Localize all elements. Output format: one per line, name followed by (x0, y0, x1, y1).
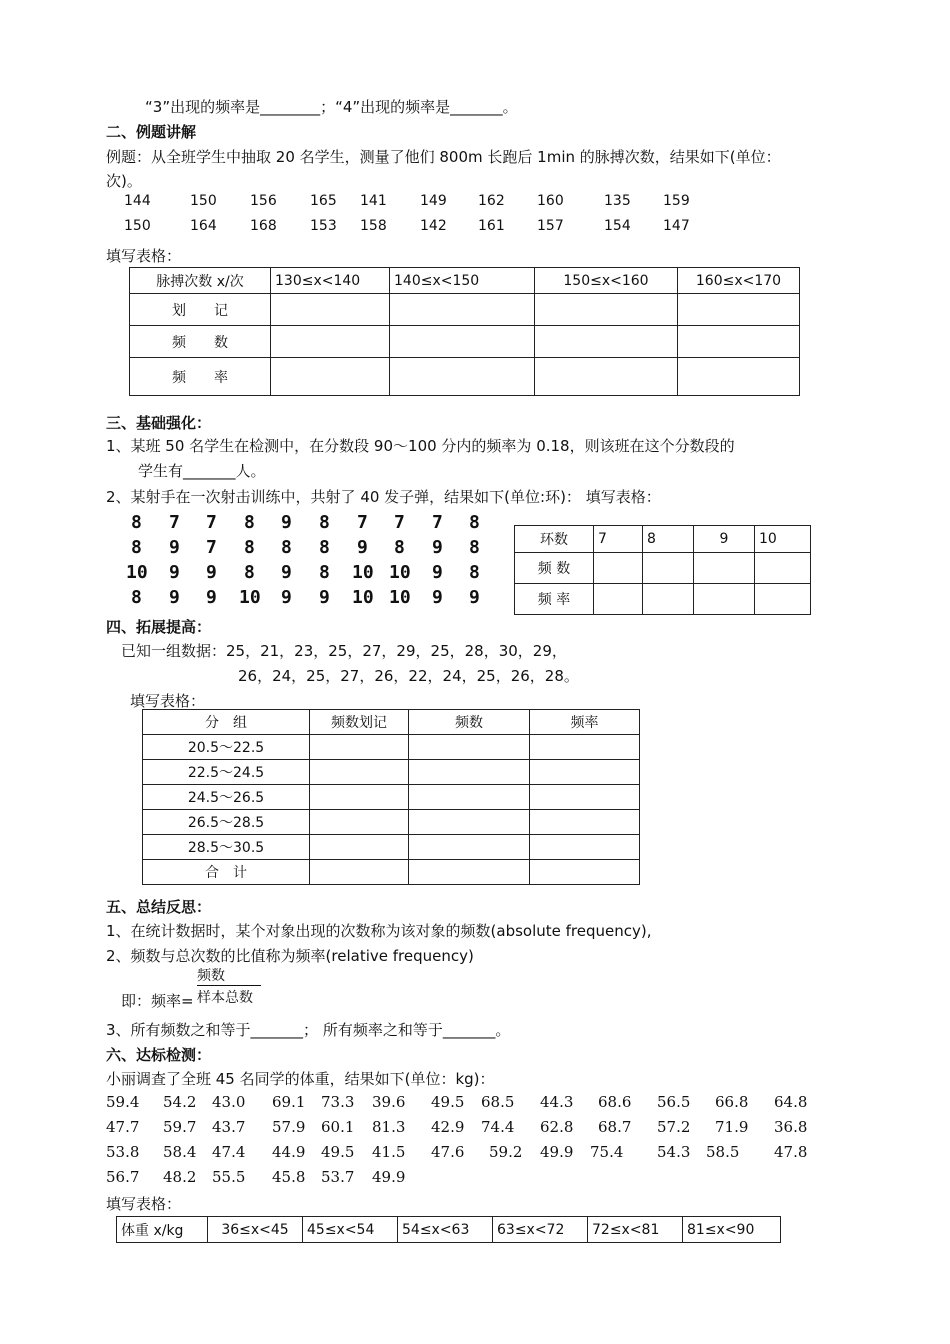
question-2: 2、某射手在一次射击训练中，共射了 40 发子弹，结果如下(单位:环)： 填写表格： (106, 488, 661, 506)
table-cell[interactable] (271, 326, 390, 358)
shot-value: 9 (281, 512, 292, 533)
summary-1: 1、在统计数据时，某个对象出现的次数称为该对象的频数(absolute frequency), (106, 922, 652, 940)
weight-value: 43.7 (212, 1118, 246, 1136)
pulse-value: 156 (250, 193, 277, 209)
table-cell[interactable] (310, 810, 409, 835)
weight-value: 49.9 (372, 1168, 406, 1186)
weight-value: 75.4 (590, 1143, 624, 1161)
table-header: 频数 (409, 710, 530, 735)
weight-value: 66.8 (715, 1093, 749, 1111)
fraction-denominator: 样本总数 (197, 990, 253, 1006)
row-label: 频 率 (515, 584, 594, 615)
weight-value: 44.3 (540, 1093, 574, 1111)
example-text-1: 例题：从全班学生中抽取 20 名学生，测量了他们 800m 长跑后 1min 的脉搏次数，结果如下(单位： (106, 148, 781, 166)
weight-value: 73.3 (321, 1093, 355, 1111)
table-header: 分 组 (143, 710, 310, 735)
pulse-value: 144 (124, 193, 151, 209)
table-header: 150≤x<160 (535, 268, 678, 294)
weight-value: 56.5 (657, 1093, 691, 1111)
table-cell[interactable] (535, 294, 678, 326)
shot-value: 9 (432, 587, 443, 608)
table-cell[interactable] (409, 860, 530, 885)
shot-value: 8 (131, 587, 142, 608)
fill-table-label: 填写表格： (106, 247, 182, 265)
table-cell[interactable] (271, 358, 390, 396)
table-cell[interactable] (310, 835, 409, 860)
shot-value: 8 (469, 562, 480, 583)
table-cell[interactable] (310, 760, 409, 785)
table-cell[interactable] (409, 785, 530, 810)
weight-value: 81.3 (372, 1118, 406, 1136)
weight-value: 58.5 (706, 1143, 740, 1161)
weight-value: 57.2 (657, 1118, 691, 1136)
shot-value: 8 (244, 537, 255, 558)
weight-value: 68.6 (598, 1093, 632, 1111)
table-cell[interactable] (310, 735, 409, 760)
pulse-value: 158 (360, 218, 387, 234)
table-header: 脉搏次数 x/次 (130, 268, 271, 294)
pulse-table (129, 267, 800, 396)
pulse-value: 150 (124, 218, 151, 234)
pulse-value: 154 (604, 218, 631, 234)
table-cell[interactable] (390, 294, 535, 326)
table-cell[interactable] (535, 326, 678, 358)
weight-value: 49.5 (321, 1143, 355, 1161)
shot-value: 8 (319, 512, 330, 533)
shot-value: 7 (169, 512, 180, 533)
table-cell[interactable] (755, 584, 811, 615)
shot-value: 8 (319, 562, 330, 583)
table-cell[interactable] (694, 584, 755, 615)
weight-value: 53.8 (106, 1143, 140, 1161)
pulse-value: 164 (190, 218, 217, 234)
weight-value: 36.8 (774, 1118, 808, 1136)
pulse-value: 161 (478, 218, 505, 234)
shot-value: 7 (432, 512, 443, 533)
shot-value: 10 (352, 562, 374, 583)
example-text-2: 次)。 (106, 172, 142, 190)
table-cell[interactable] (409, 810, 530, 835)
shot-value: 7 (357, 512, 368, 533)
weight-value: 44.9 (272, 1143, 306, 1161)
shot-value: 8 (131, 512, 142, 533)
weight-value: 59.2 (489, 1143, 523, 1161)
shot-value: 9 (169, 587, 180, 608)
shot-value: 10 (352, 587, 374, 608)
shot-value: 8 (244, 512, 255, 533)
shot-value: 9 (432, 562, 443, 583)
grouping-table (142, 709, 640, 885)
table-cell[interactable] (755, 553, 811, 584)
shot-value: 9 (169, 537, 180, 558)
section-2-title: 二、例题讲解 (106, 123, 197, 141)
weight-value: 47.8 (774, 1143, 808, 1161)
fill-table-label-3: 填写表格： (106, 1195, 182, 1213)
table-header: 140≤x<150 (390, 268, 535, 294)
pulse-value: 141 (360, 193, 387, 209)
group-label: 24.5～26.5 (143, 785, 310, 810)
question-1b: 学生有_______人。 (138, 462, 266, 480)
weight-value: 49.5 (431, 1093, 465, 1111)
table-cell[interactable] (530, 835, 640, 860)
group-label: 28.5～30.5 (143, 835, 310, 860)
weight-value: 43.0 (212, 1093, 246, 1111)
weight-value: 48.2 (163, 1168, 197, 1186)
table-header: 36≤x<45 (208, 1217, 303, 1243)
table-header: 54≤x<63 (398, 1217, 493, 1243)
table-header: 9 (694, 526, 755, 553)
weight-value: 68.7 (598, 1118, 632, 1136)
shot-value: 7 (206, 537, 217, 558)
table-cell[interactable] (594, 553, 643, 584)
weight-value: 47.6 (431, 1143, 465, 1161)
pulse-value: 160 (537, 193, 564, 209)
table-cell[interactable] (678, 326, 800, 358)
weight-value: 57.9 (272, 1118, 306, 1136)
pulse-value: 162 (478, 193, 505, 209)
weight-value: 59.4 (106, 1093, 140, 1111)
group-label: 22.5～24.5 (143, 760, 310, 785)
weight-value: 42.9 (431, 1118, 465, 1136)
table-cell[interactable] (535, 358, 678, 396)
table-cell[interactable] (678, 358, 800, 396)
pulse-value: 159 (663, 193, 690, 209)
shot-value: 9 (469, 587, 480, 608)
shot-value: 9 (281, 587, 292, 608)
shot-value: 10 (239, 587, 261, 608)
section-4-data-2: 26，24，25，27，26，22，24，25，26，28。 (238, 667, 579, 685)
weight-value: 74.4 (481, 1118, 515, 1136)
shot-value: 7 (394, 512, 405, 533)
shooting-table (514, 525, 811, 615)
row-label: 划 记 (130, 294, 271, 326)
group-label: 26.5～28.5 (143, 810, 310, 835)
section-3-title: 三、基础强化： (106, 414, 212, 432)
pulse-value: 165 (310, 193, 337, 209)
row-label: 频 数 (515, 553, 594, 584)
pulse-row-2 (0, 218, 950, 238)
table-header: 130≤x<140 (271, 268, 390, 294)
group-label: 20.5～22.5 (143, 735, 310, 760)
table-header: 81≤x<90 (683, 1217, 781, 1243)
pulse-value: 157 (537, 218, 564, 234)
weight-value: 41.5 (372, 1143, 406, 1161)
table-cell[interactable] (409, 735, 530, 760)
weight-value: 54.3 (657, 1143, 691, 1161)
table-header: 体重 x/kg (117, 1217, 208, 1243)
weight-value: 54.2 (163, 1093, 197, 1111)
question-1a: 1、某班 50 名学生在检测中，在分数段 90～100 分内的频率为 0.18，则该班在这个分数段的 (106, 437, 735, 455)
row-label: 频 率 (130, 358, 271, 396)
section-6-title: 六、达标检测： (106, 1046, 212, 1064)
group-label: 合 计 (143, 860, 310, 885)
table-cell[interactable] (310, 785, 409, 810)
shot-value: 7 (206, 512, 217, 533)
summary-3: 3、所有频数之和等于_______； 所有频率之和等于_______。 (106, 1021, 511, 1039)
table-header: 频数划记 (310, 710, 409, 735)
shot-value: 9 (357, 537, 368, 558)
weight-value: 53.7 (321, 1168, 355, 1186)
shot-value: 10 (389, 587, 411, 608)
table-cell[interactable] (390, 358, 535, 396)
section-5-title: 五、总结反思： (106, 898, 212, 916)
weight-value: 56.7 (106, 1168, 140, 1186)
pulse-value: 153 (310, 218, 337, 234)
shot-value: 10 (389, 562, 411, 583)
shot-value: 9 (206, 562, 217, 583)
fraction-numerator: 频数 (197, 965, 261, 986)
section-4-title (106, 616, 211, 637)
pulse-value: 135 (604, 193, 631, 209)
pulse-value: 142 (420, 218, 447, 234)
weight-table (116, 1216, 781, 1243)
weight-value: 58.4 (163, 1143, 197, 1161)
fill-table-label-2: 填写表格： (130, 692, 206, 710)
table-cell[interactable] (678, 294, 800, 326)
table-cell[interactable] (643, 584, 694, 615)
pulse-value: 168 (250, 218, 277, 234)
table-header: 63≤x<72 (493, 1217, 588, 1243)
weight-value: 60.1 (321, 1118, 355, 1136)
table-cell[interactable] (530, 760, 640, 785)
summary-2: 2、频数与总次数的比值称为频率(relative frequency) (106, 947, 474, 965)
pulse-value: 147 (663, 218, 690, 234)
table-cell[interactable] (530, 860, 640, 885)
frequency-question-line: “3”出现的频率是________；“4”出现的频率是_______。 (145, 98, 518, 116)
weight-value: 68.5 (481, 1093, 515, 1111)
pulse-value: 149 (420, 193, 447, 209)
table-cell[interactable] (643, 553, 694, 584)
weight-value: 71.9 (715, 1118, 749, 1136)
weight-value: 47.4 (212, 1143, 246, 1161)
fraction-prefix: 即：频率= (121, 992, 194, 1010)
shot-value: 9 (169, 562, 180, 583)
shot-value: 8 (244, 562, 255, 583)
shot-value: 8 (131, 537, 142, 558)
row-label: 频 数 (130, 326, 271, 358)
table-header: 频率 (530, 710, 640, 735)
shot-value: 8 (394, 537, 405, 558)
table-cell[interactable] (530, 735, 640, 760)
table-cell[interactable] (594, 584, 643, 615)
shot-value: 9 (281, 562, 292, 583)
pulse-value: 150 (190, 193, 217, 209)
table-cell[interactable] (390, 326, 535, 358)
weight-value: 49.9 (540, 1143, 574, 1161)
table-header: 环数 (515, 526, 594, 553)
weight-value: 64.8 (774, 1093, 808, 1111)
table-header: 10 (755, 526, 811, 553)
table-header: 8 (643, 526, 694, 553)
weight-value: 45.8 (272, 1168, 306, 1186)
table-header: 160≤x<170 (678, 268, 800, 294)
shot-value: 9 (319, 587, 330, 608)
weight-value: 59.7 (163, 1118, 197, 1136)
shot-value: 9 (432, 537, 443, 558)
table-cell[interactable] (530, 810, 640, 835)
weight-value: 55.5 (212, 1168, 246, 1186)
table-cell[interactable] (310, 860, 409, 885)
weights-intro: 小丽调查了全班 45 名同学的体重，结果如下(单位：kg)： (106, 1070, 495, 1088)
section-4-data-1: 已知一组数据：25，21，23，25，27，29，25，28，30，29， (121, 642, 567, 660)
weight-value: 39.6 (372, 1093, 406, 1111)
table-cell[interactable] (694, 553, 755, 584)
section-4-title-text: 四、拓展提高： (106, 618, 212, 636)
table-header: 72≤x<81 (588, 1217, 683, 1243)
table-cell[interactable] (530, 785, 640, 810)
table-cell[interactable] (409, 835, 530, 860)
shot-value: 8 (281, 537, 292, 558)
weight-value: 47.7 (106, 1118, 140, 1136)
weight-value: 62.8 (540, 1118, 574, 1136)
table-header: 7 (594, 526, 643, 553)
shot-value: 8 (319, 537, 330, 558)
table-cell[interactable] (271, 294, 390, 326)
table-header: 45≤x<54 (303, 1217, 398, 1243)
shot-value: 9 (206, 587, 217, 608)
weight-value: 69.1 (272, 1093, 306, 1111)
shot-value: 8 (469, 537, 480, 558)
table-cell[interactable] (409, 760, 530, 785)
pulse-row-1 (0, 193, 950, 213)
shot-value: 8 (469, 512, 480, 533)
shot-value: 10 (126, 562, 148, 583)
